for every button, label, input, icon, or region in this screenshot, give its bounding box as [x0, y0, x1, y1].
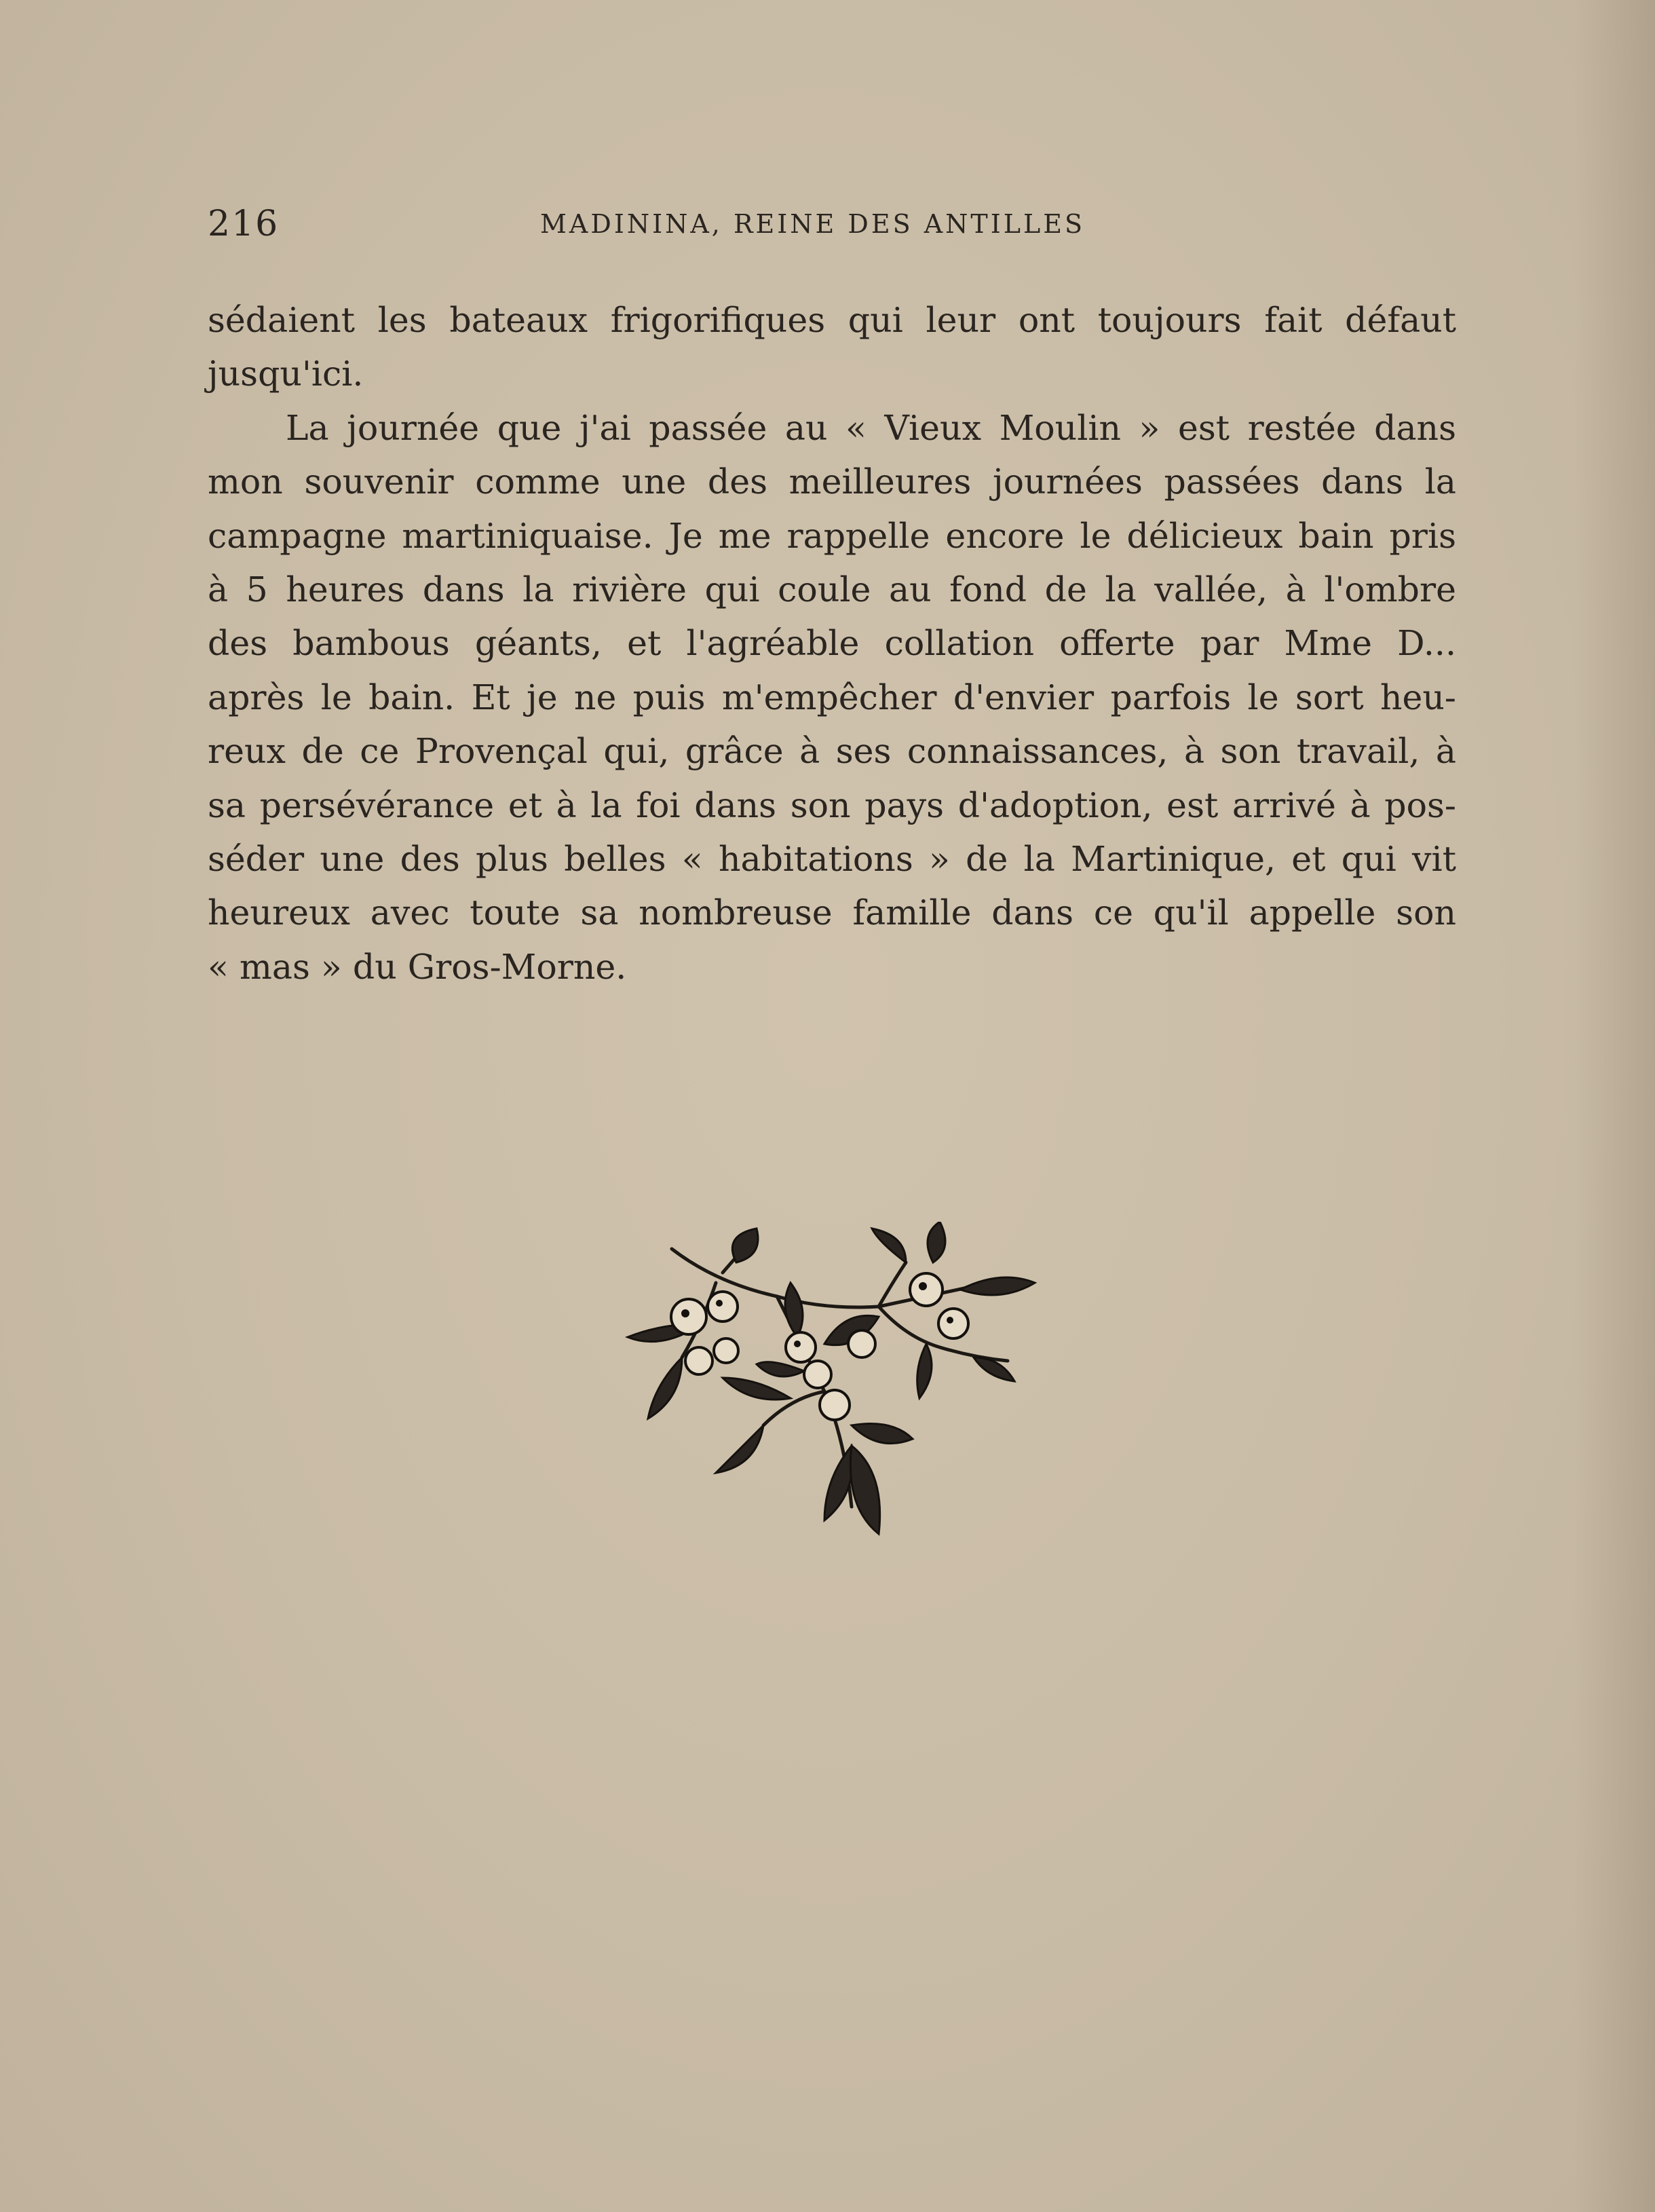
text-line: La journée que j'ai passée au « Vieux Moulin » est restée dans — [286, 407, 1456, 448]
text-line: séder une des plus belles « habitations » de la Martinique, et qui vit — [208, 838, 1456, 879]
page-edge-shadow — [1574, 0, 1655, 2212]
fruit-branch-icon — [621, 1222, 1042, 1561]
page-number: 216 — [208, 204, 280, 244]
text-line: heureux avec toute sa nombreuse famille dans ce qu'il appelle son — [208, 893, 1456, 933]
text-line: « mas » du Gros-Morne. — [208, 946, 627, 987]
text-line: reux de ce Provençal qui, grâce à ses connaissances, à son travail, à — [208, 731, 1456, 772]
page-header — [208, 204, 1456, 251]
text-line: sa persévérance et à la foi dans son pays d'adoption, est arrivé à pos- — [208, 785, 1456, 825]
text-line: jusqu'ici. — [208, 354, 364, 394]
text-line: à 5 heures dans la rivière qui coule au fond de la vallée, à l'ombre — [208, 569, 1456, 610]
text-line: après le bain. Et je ne puis m'empêcher d'envier parfois le sort heu- — [208, 677, 1456, 717]
text-line: des bambous géants, et l'agréable collation offerte par Mme D... — [208, 623, 1456, 664]
text-line: campagne martiniquaise. Je me rappelle encore le délicieux bain pris — [208, 515, 1456, 556]
text-line: mon souvenir comme une des meilleures journées passées dans la — [208, 462, 1456, 502]
body-text — [208, 293, 1456, 994]
running-title: MADININA, REINE DES ANTILLES — [540, 209, 1085, 239]
text-line: sédaient les bateaux frigorifiques qui leur ont toujours fait défaut — [208, 300, 1456, 340]
